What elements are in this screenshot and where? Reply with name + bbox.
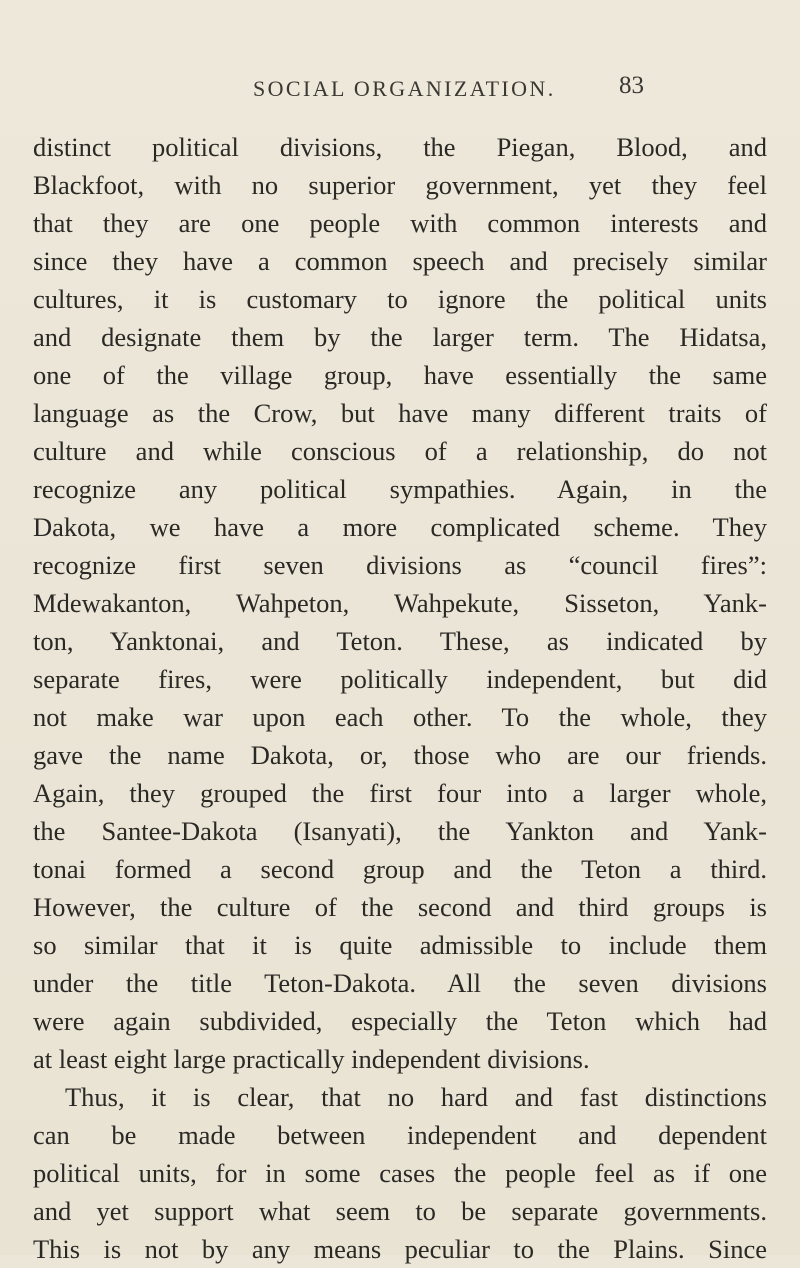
text-line: This is not by any means peculiar to the Plains. Since <box>33 1234 767 1264</box>
text-line: However, the culture of the second and third groups is <box>33 892 767 922</box>
running-title: SOCIAL ORGANIZATION. <box>253 76 556 101</box>
text-line: culture and while conscious of a relationship, do not <box>33 436 767 466</box>
body-text <box>33 128 767 1268</box>
text-line: distinct political divisions, the Piegan, Blood, and <box>33 132 767 162</box>
text-line: cultures, it is customary to ignore the political units <box>33 284 767 314</box>
text-line: separate fires, were politically independent, but did <box>33 664 767 694</box>
text-line: were again subdivided, especially the Teton which had <box>33 1006 767 1036</box>
text-line: recognize any political sympathies. Again, in the <box>33 474 767 504</box>
text-line: Dakota, we have a more complicated scheme. They <box>33 512 767 542</box>
paragraph-start-line: Thus, it is clear, that no hard and fast distinctions <box>65 1082 767 1112</box>
text-line: not make war upon each other. To the whole, they <box>33 702 767 732</box>
paragraph-end-line: at least eight large practically independent divisions. <box>33 1044 590 1074</box>
text-line: tonai formed a second group and the Teton a third. <box>33 854 767 884</box>
text-line: and designate them by the larger term. The Hidatsa, <box>33 322 767 352</box>
page-number: 83 <box>619 72 644 99</box>
text-line: under the title Teton-Dakota. All the seven divisions <box>33 968 767 998</box>
text-line: Blackfoot, with no superior government, yet they feel <box>33 170 767 200</box>
text-line: ton, Yanktonai, and Teton. These, as indicated by <box>33 626 767 656</box>
text-line: the Santee-Dakota (Isanyati), the Yankton and Yank- <box>33 816 767 846</box>
text-line: and yet support what seem to be separate governments. <box>33 1196 767 1226</box>
text-line: Again, they grouped the first four into a larger whole, <box>33 778 767 808</box>
text-line: political units, for in some cases the people feel as if one <box>33 1158 767 1188</box>
text-line: Mdewakanton, Wahpeton, Wahpekute, Sisseton, Yank- <box>33 588 767 618</box>
text-line: can be made between independent and dependent <box>33 1120 767 1150</box>
text-line: language as the Crow, but have many different traits of <box>33 398 767 428</box>
text-line: so similar that it is quite admissible to include them <box>33 930 767 960</box>
text-line: recognize first seven divisions as “council fires”: <box>33 550 767 580</box>
text-line: gave the name Dakota, or, those who are our friends. <box>33 740 767 770</box>
text-line: one of the village group, have essentially the same <box>33 360 767 390</box>
text-line: since they have a common speech and precisely similar <box>33 246 767 276</box>
text-line: that they are one people with common interests and <box>33 208 767 238</box>
